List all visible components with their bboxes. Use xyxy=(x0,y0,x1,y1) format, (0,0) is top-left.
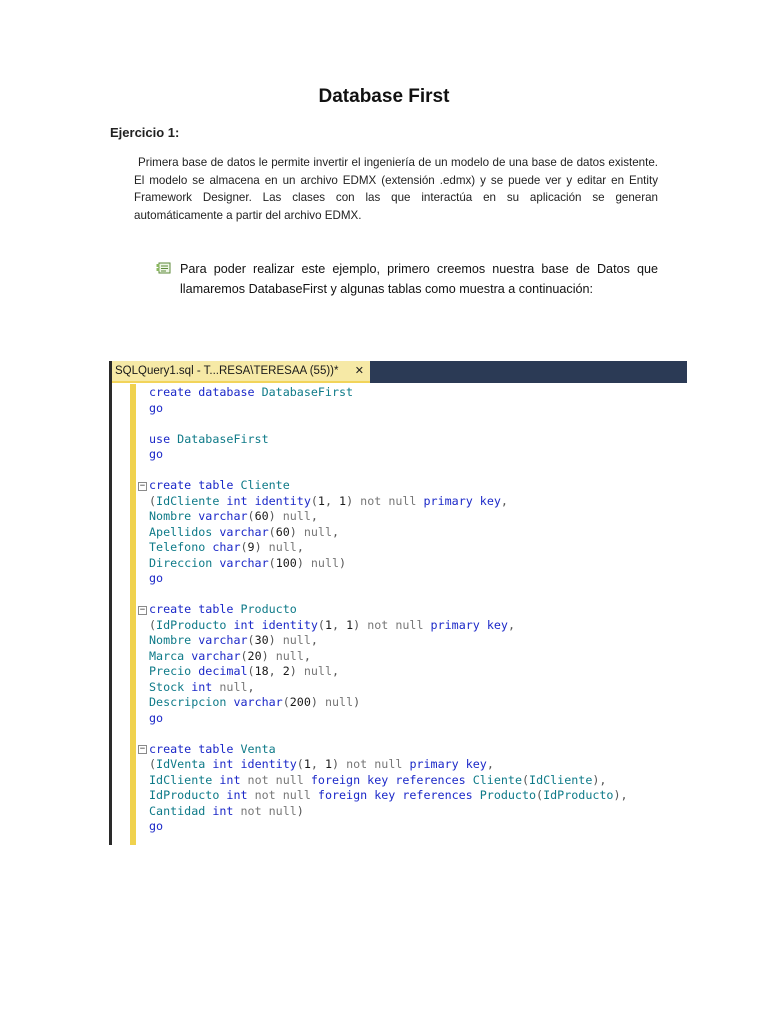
code-token: varchar xyxy=(219,555,269,570)
close-icon[interactable]: ✕ xyxy=(354,365,364,377)
code-token: ( xyxy=(268,524,276,539)
code-token: not null xyxy=(247,772,311,787)
code-token: Apellidos xyxy=(149,524,220,539)
code-token: ) xyxy=(353,617,368,632)
code-token: primary key xyxy=(430,617,508,632)
change-gutter xyxy=(130,384,136,845)
code-token: char xyxy=(212,540,241,554)
code-token: varchar xyxy=(191,648,241,663)
code-token: Nombre xyxy=(149,509,199,523)
script-icon xyxy=(156,262,172,275)
code-token: null xyxy=(275,648,304,663)
code-token: ( xyxy=(521,772,530,787)
code-token: ), xyxy=(592,772,607,787)
code-token: primary key xyxy=(423,493,501,508)
code-token: DatabaseFirst xyxy=(177,431,269,446)
code-token: int identity xyxy=(212,757,297,771)
code-token: Descripcion xyxy=(149,695,234,709)
code-token: IdProducto xyxy=(156,617,234,632)
code-token: int xyxy=(212,803,241,818)
code-token: null xyxy=(282,633,311,647)
code-token: primary key xyxy=(409,757,487,771)
code-token: ( xyxy=(149,617,157,632)
code-token: IdVenta xyxy=(156,757,213,771)
code-token: ) xyxy=(332,757,347,771)
code-token: , xyxy=(324,493,340,508)
code-token: Cantidad xyxy=(149,803,213,818)
exercise-heading: Ejercicio 1: xyxy=(110,125,180,140)
code-token: , xyxy=(303,648,311,663)
code-token: null xyxy=(303,664,333,678)
code-token: ( xyxy=(310,493,318,508)
code-token: 1 xyxy=(324,757,333,771)
tab-label: SQLQuery1.sql - T...RESA\TERESAA (55))* xyxy=(115,365,339,377)
code-token: null xyxy=(303,524,332,539)
code-line xyxy=(149,804,304,818)
code-token: Telefono xyxy=(149,540,213,554)
code-line xyxy=(149,509,318,523)
code-line xyxy=(149,618,515,632)
note-block xyxy=(156,260,658,299)
code-token: ( xyxy=(247,664,255,678)
code-token: ) xyxy=(254,540,269,554)
code-token: Cliente xyxy=(472,772,522,787)
code-token: 200 xyxy=(289,695,311,709)
code-line xyxy=(149,788,628,802)
page-title: Database First xyxy=(318,86,450,107)
code-token: , xyxy=(310,509,318,523)
code-token: int xyxy=(191,679,220,694)
code-token: Venta xyxy=(240,741,276,756)
fold-toggle-icon[interactable]: − xyxy=(139,480,146,491)
code-token: 60 xyxy=(254,509,269,523)
code-token: , xyxy=(332,524,340,539)
code-token: Stock xyxy=(149,679,192,694)
code-token: IdCliente xyxy=(149,772,220,787)
code-token: use xyxy=(149,431,178,446)
code-token: ) xyxy=(289,524,304,539)
code-token: varchar xyxy=(198,509,248,523)
code-token: 60 xyxy=(275,524,290,539)
code-line xyxy=(149,819,163,833)
code-area[interactable] xyxy=(149,385,628,835)
code-line xyxy=(149,602,297,616)
code-line xyxy=(149,633,318,647)
code-line xyxy=(149,401,163,415)
code-line xyxy=(149,711,163,725)
code-token: ( xyxy=(247,509,255,523)
code-token: , xyxy=(332,664,340,678)
code-token: ( xyxy=(268,555,276,570)
code-token: ) xyxy=(268,509,283,523)
code-token: ( xyxy=(149,757,157,771)
code-token: ( xyxy=(536,788,544,802)
code-token: create database xyxy=(149,385,262,399)
code-token: ( xyxy=(240,540,248,554)
code-token: go xyxy=(149,400,164,415)
code-line xyxy=(149,695,360,709)
code-token: , xyxy=(310,633,318,647)
code-token: IdProducto xyxy=(543,788,614,802)
code-token: Marca xyxy=(149,648,192,663)
code-token: ( xyxy=(149,493,157,508)
code-token: varchar xyxy=(233,695,283,709)
code-token: ) xyxy=(310,695,325,709)
code-token: int identity xyxy=(226,493,311,508)
code-token: , xyxy=(296,540,304,554)
code-token: 2 xyxy=(282,664,290,678)
code-line xyxy=(149,432,269,446)
code-token: null xyxy=(282,509,311,523)
code-token: , xyxy=(310,757,325,771)
code-token: go xyxy=(149,819,164,833)
code-token: ) xyxy=(346,493,361,508)
code-token: null xyxy=(324,695,354,709)
code-token: create table xyxy=(149,741,241,756)
code-token: go xyxy=(149,571,164,585)
code-line xyxy=(149,385,353,399)
note-text: Para poder realizar este ejemplo, primero creemos nuestra base de Datos que llamaremos DatabaseFirst y algunas tablas como muestra a continuación: xyxy=(180,262,658,296)
code-token: foreign key references xyxy=(317,788,480,802)
editor-tab-bar xyxy=(109,361,687,383)
code-token: 1 xyxy=(303,757,311,771)
code-token: ) xyxy=(268,633,283,647)
code-token: , xyxy=(268,664,283,678)
code-token: varchar xyxy=(198,633,248,647)
code-token: ( xyxy=(282,695,290,709)
code-token: ) xyxy=(339,555,347,570)
code-token: not null xyxy=(367,617,431,632)
code-token: DatabaseFirst xyxy=(261,385,354,399)
code-token: , xyxy=(332,617,347,632)
code-token: Cliente xyxy=(240,478,290,492)
code-token: Producto xyxy=(479,788,537,802)
code-token: ) xyxy=(296,803,304,818)
code-token: , xyxy=(247,679,255,694)
code-token: not null xyxy=(360,493,424,508)
code-token: 18 xyxy=(254,664,269,678)
code-line xyxy=(149,773,606,787)
code-token: , xyxy=(486,757,494,771)
code-token: go xyxy=(149,447,164,461)
code-token: IdCliente xyxy=(529,772,593,787)
code-token: 1 xyxy=(324,617,332,632)
code-line xyxy=(149,571,163,585)
code-line xyxy=(149,540,304,554)
code-token: null xyxy=(219,679,248,694)
code-token: 30 xyxy=(254,633,269,647)
code-token: Precio xyxy=(149,664,199,678)
code-line xyxy=(149,680,255,694)
code-line xyxy=(149,742,276,756)
code-token: ) xyxy=(353,695,361,709)
code-line xyxy=(149,447,163,461)
code-token: ) xyxy=(261,648,276,663)
code-token: ( xyxy=(247,633,255,647)
code-line xyxy=(149,525,339,539)
code-token: Direccion xyxy=(149,555,220,570)
code-token: ) xyxy=(289,664,304,678)
code-token: null xyxy=(310,555,340,570)
code-line xyxy=(149,556,346,570)
code-token: create table xyxy=(149,602,241,616)
code-token: 100 xyxy=(275,555,297,570)
code-token: varchar xyxy=(219,524,269,539)
code-line xyxy=(149,478,290,492)
code-token: ), xyxy=(613,788,628,802)
code-token: null xyxy=(268,540,297,554)
code-token: ( xyxy=(240,648,248,663)
code-token: ( xyxy=(296,757,304,771)
code-token: not null xyxy=(254,788,318,802)
code-token: create table xyxy=(149,478,241,492)
code-token: int xyxy=(219,772,248,787)
fold-toggle-icon[interactable]: − xyxy=(139,744,146,754)
code-line xyxy=(149,664,339,678)
code-token: IdCliente xyxy=(156,493,227,508)
code-token: ) xyxy=(296,555,311,570)
code-token: , xyxy=(500,493,508,508)
code-line xyxy=(149,649,311,663)
code-line xyxy=(149,757,494,771)
code-token: Nombre xyxy=(149,633,199,647)
code-token: , xyxy=(507,617,515,632)
code-token: not null xyxy=(240,803,297,818)
intro-paragraph: Primera base de datos le permite invertir el ingeniería de un modelo de una base de datos existente. El modelo se almacena en un archivo EDMX (extensión .edmx) y se puede ver y editar en Entity Framework Designer. Las clases con las que interactúa en su aplicación se generan automáticamente a partir del archivo EDMX. xyxy=(134,156,658,222)
code-token: go xyxy=(149,710,164,725)
code-token: ( xyxy=(317,617,325,632)
code-token: int identity xyxy=(233,617,318,632)
code-token: int xyxy=(226,788,255,802)
code-line xyxy=(149,494,508,508)
code-token: IdProducto xyxy=(149,788,227,802)
code-token: 9 xyxy=(247,540,255,554)
tab-sqlquery1[interactable] xyxy=(112,361,370,383)
code-token: foreign key references xyxy=(310,772,473,787)
code-token: decimal xyxy=(198,664,248,678)
code-token: 1 xyxy=(317,493,325,508)
fold-toggle-icon[interactable]: − xyxy=(139,604,146,615)
code-token: Producto xyxy=(240,602,297,616)
editor-border xyxy=(109,361,112,845)
sql-editor[interactable] xyxy=(109,361,687,845)
code-token: 1 xyxy=(346,617,354,632)
code-token: 1 xyxy=(339,493,347,508)
code-token: not null xyxy=(346,757,410,771)
code-token: 20 xyxy=(247,648,262,663)
